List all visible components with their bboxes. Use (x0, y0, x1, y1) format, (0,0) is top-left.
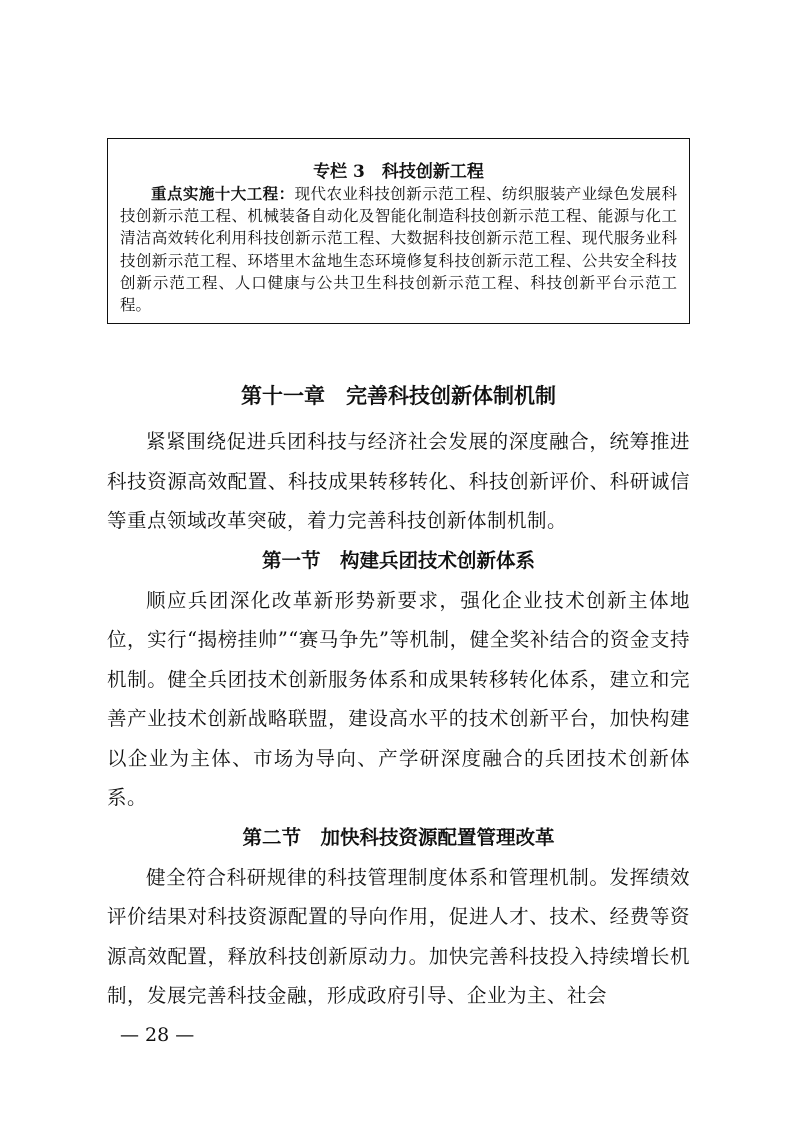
box-lead: 重点实施十大工程： (151, 185, 295, 203)
section-title-1: 第一节 构建兵团技术创新体系 (261, 548, 535, 572)
section-text-1: 顺应兵团深化改革新形势新要求，强化企业技术创新主体地位，实行“揭榜挂帅”“赛马争先”等机制，健全奖补结合的资金支持机制。健全兵团技术创新服务体系和成果转移转化体系，建立和完善产业技术创新战略联盟，建设高水平的技术创新平台，加快构建以企业为主体、市场为导向、产学研深度融合的兵团技术创新体系。 (107, 588, 690, 809)
section-text-2: 健全符合科研规律的科技管理制度体系和管理机制。发挥绩效评价结果对科技资源配置的导向作用，促进人才、技术、经费等资源高效配置，释放科技创新原动力。加快完善科技投入持续增长机制，发展完善科技金融，形成政府引导、企业为主、社会 (107, 865, 690, 1007)
section-title-2: 第二节 加快科技资源配置管理改革 (242, 825, 555, 849)
box-title: 专栏 3 科技创新工程 (313, 162, 484, 182)
page-number: — 28 — (120, 1024, 195, 1046)
main-content (107, 376, 690, 1016)
chapter-title: 第十一章 完善科技创新体制机制 (241, 384, 556, 408)
box-body: 现代农业科技创新示范工程、纺织服装产业绿色发展科技创新示范工程、机械装备自动化及智能化制造科技创新示范工程、能源与化工清洁高效转化利用科技创新示范工程、大数据科技创新示范工程、现代服务业科技创新示范工程、环塔里木盆地生态环境修复科技创新示范工程、公共安全科技创新示范工程、人口健康与公共卫生科技创新示范工程、科技创新平台示范工程。 (120, 185, 677, 315)
box-text (120, 183, 677, 316)
feature-box (107, 138, 690, 324)
chapter-intro: 紧紧围绕促进兵团科技与经济社会发展的深度融合，统筹推进科技资源高效配置、科技成果转移转化、科技创新评价、科研诚信等重点领域改革突破，着力完善科技创新体制机制。 (107, 430, 690, 532)
